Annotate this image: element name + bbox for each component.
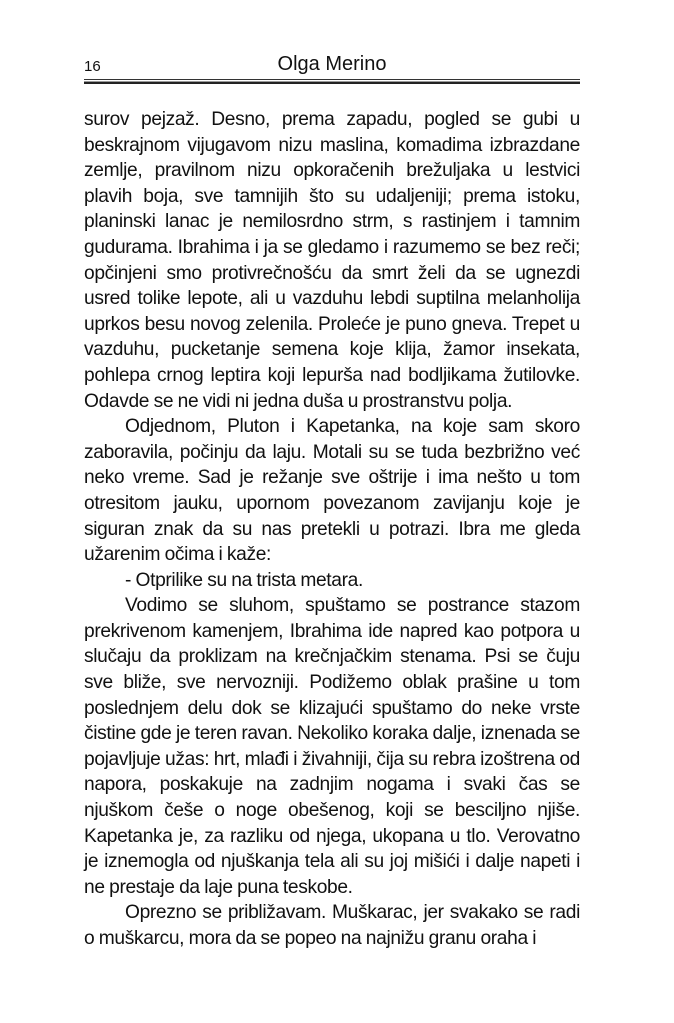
page-number: 16 [84, 58, 101, 75]
paragraph-3: Vodimo se sluhom, spuštamo se postrance stazom prekrivenom kamenjem, Ibrahima ide napred kao potpora u slučaju da proklizam na krečnjačkim stenama. Psi se čuju sve bliže, sve nervozniji. Podižemo oblak prašine u tom poslednjem delu dok se klizajući spuštamo do neke vrste čistine gde je teren ravan. Nekoliko koraka dalje, iznenada se pojavljuje užas: hrt, mlađi i živahniji, čija su rebra izoštrena od napora, poskakuje na zadnjim nogama i svaki čas se njuškom češe o noge obešenog, koji se besciljno njiše. Kapetanka je, za razliku od njega, ukopana u tlo. Verovatno je iznemogla od njuškanja tela ali su joj mišići i dalje napeti i ne prestaje da laje puna teskobe. [84, 595, 580, 898]
paragraph-dialogue: - Otprilike su na trista metara. [125, 569, 363, 591]
header-rule [84, 79, 580, 84]
paragraph-1: surov pejzaž. Desno, prema zapadu, pogled se gubi u beskrajnom vijugavom nizu maslina, komadima izbrazdane zemlje, pravilnom nizu opkoračenih brežuljaka u lestvici plavih boja, sve tamnijih što su udaljeniji; prema istoku, planinski lanac je nemilosrdno strm, s rastinjem i tamnim gudurama. Ibrahima i ja se gledamo i razumemo se bez reči; opčinjeni smo protivrečnošću da smrt želi da se ugnezdi usred tolike lepote, ali u vazduhu lebdi suptilna melanholija uprkos besu novog zelenila. Proleće je puno gneva. Trepet u vazduhu, pucketanje semena koje klija, žamor insekata, pohlepa crnog leptira koji lepurša nad bodljikama žutilovke. Odavde se ne vidi ni jedna duša u prostranstvu polja. [84, 109, 580, 412]
body-text [84, 107, 580, 952]
running-title: Olga Merino [277, 53, 387, 75]
running-header [84, 52, 580, 78]
paragraph-2: Odjednom, Pluton i Kapetanka, na koje sam skoro zaboravila, počinju da laju. Motali su se tuda bezbrižno već neko vreme. Sad je režanje sve oštrije i ima nešto u tom otresitom jauku, upornom povezanom zavijanju koje je siguran znak da su nas pretekli u potrazi. Ibra me gleda užarenim očima i kaže: [84, 416, 580, 566]
paragraph-4: Oprezno se približavam. Muškarac, jer svakako se radi o muškarcu, mora da se popeo na najnižu granu oraha i [84, 902, 580, 949]
